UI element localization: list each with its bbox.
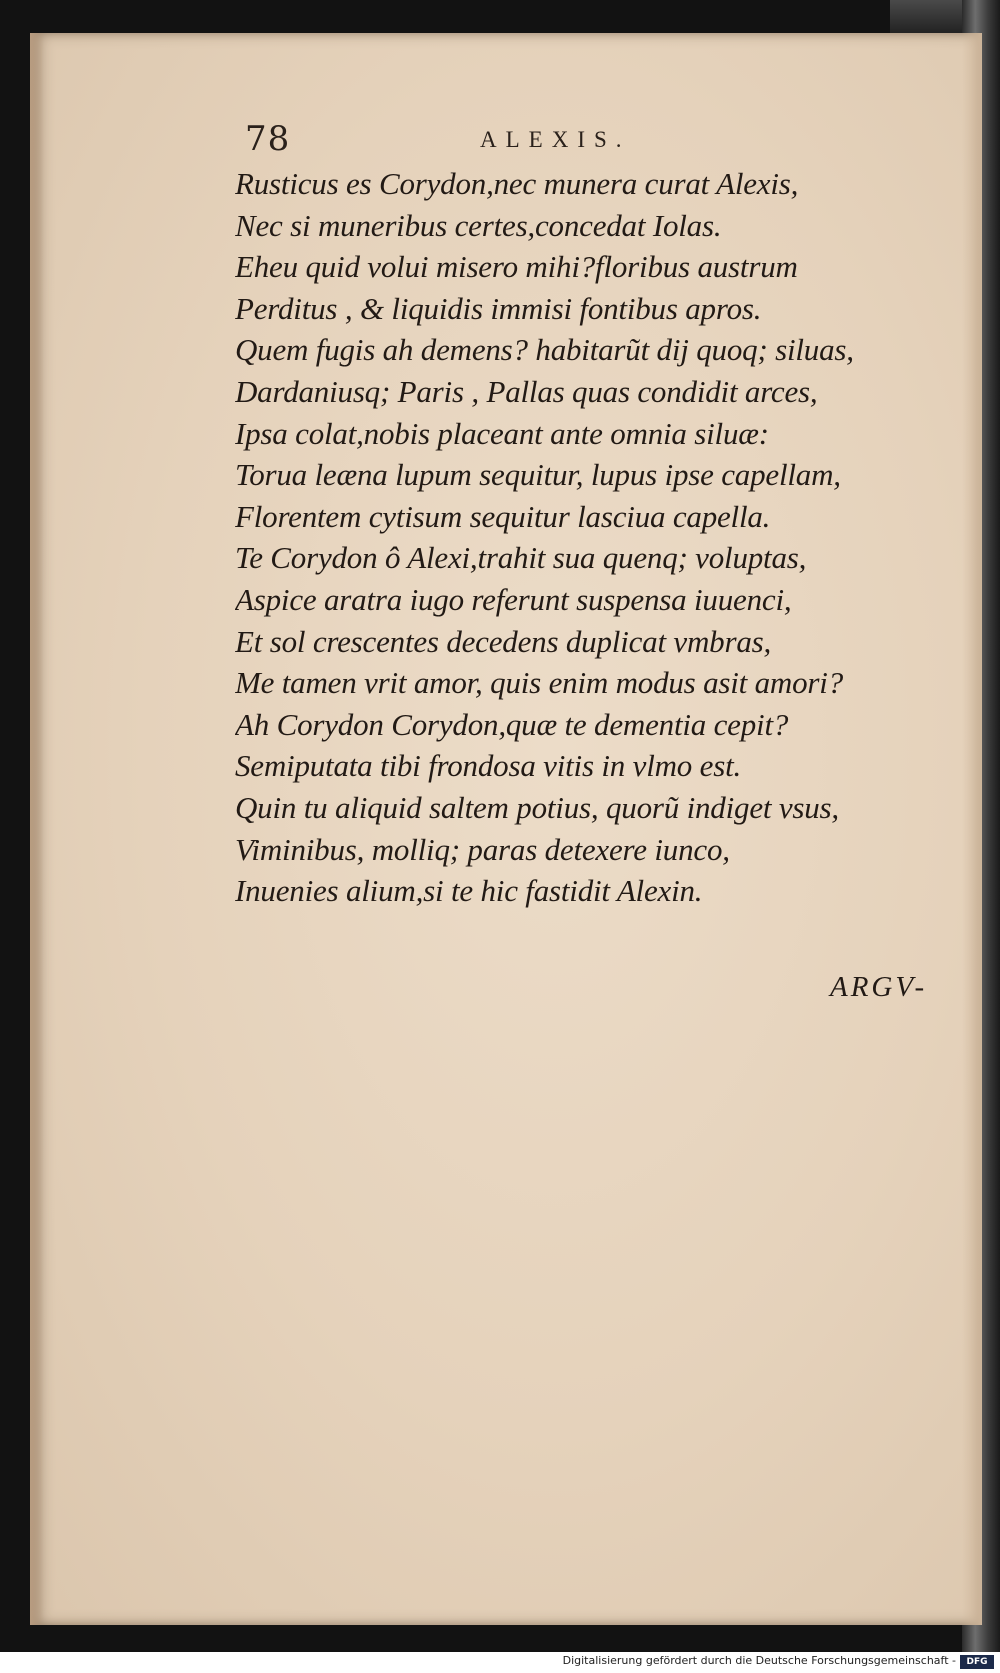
page-number: 78 [245,119,291,159]
verse-line: Aspice aratra iugo referunt suspensa iuuenci, [235,581,792,617]
verse-line: Perditus , & liquidis immisi fontibus apros. [235,290,762,326]
verse-line: Torua leæna lupum sequitur, lupus ipse capellam, [235,457,841,493]
verse-line: Quin tu aliquid saltem potius, quorũ indiget vsus, [235,789,839,825]
verse-line: Nec si muneribus certes,concedat Iolas. [235,207,722,243]
book-page [30,33,982,1625]
verse-block [235,163,975,912]
funding-credit: Digitalisierung gefördert durch die Deutsche Forschungsgemeinschaft - [562,1654,956,1667]
running-head [245,119,715,163]
running-title: ALEXIS. [480,127,631,152]
verse-line: Rusticus es Corydon,nec munera curat Alexis, [235,166,799,201]
verse-line: Quem fugis ah demens? habitarũt dij quoq; siluas, [235,332,854,368]
verse-line: Viminibus, molliq; paras detexere iunco, [235,831,730,867]
verse-line: Te Corydon ô Alexi,trahit sua quenq; voluptas, [235,540,807,576]
verse-line: Florentem cytisum sequitur lasciua capella. [235,498,771,534]
page-gutter-shadow [30,33,44,1625]
verse-line: Me tamen vrit amor, quis enim modus asit amori? [235,665,843,701]
verse-line: Semiputata tibi frondosa vitis in vlmo est. [235,748,742,784]
verse-line: Dardaniusq; Paris , Pallas quas condidit arces, [235,373,818,409]
verse-line: Inuenies alium,si te hic fastidit Alexin. [235,873,703,909]
verse-line: Ah Corydon Corydon,quæ te dementia cepit? [235,706,789,742]
verse-line: Ipsa colat,nobis placeant ante omnia siluæ: [235,415,769,451]
verse-line: Eheu quid volui misero mihi?floribus austrum [235,249,798,285]
digitization-footer [0,1652,1000,1673]
catchword: ARGV- [830,971,928,1003]
dfg-logo: DFG [960,1655,994,1669]
verse-line: Et sol crescentes decedens duplicat vmbras, [235,623,772,659]
